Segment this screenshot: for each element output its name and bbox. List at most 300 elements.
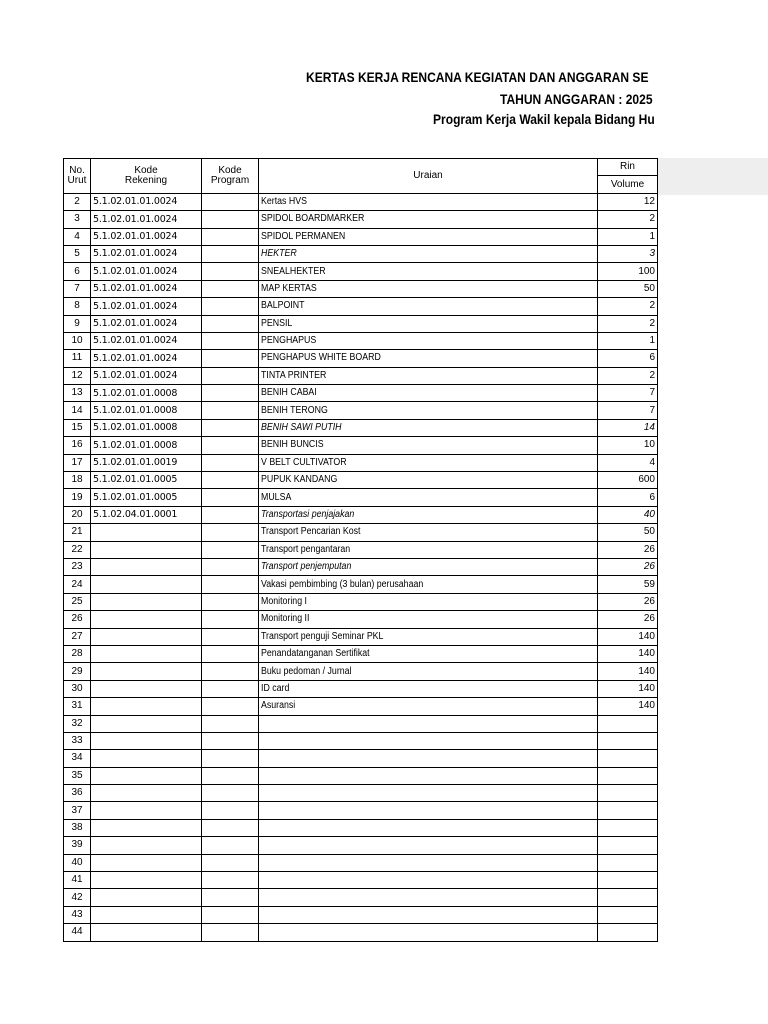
uraian-cell (259, 402, 598, 419)
kode-rekening-cell: 5.1.02.01.01.0024 (91, 245, 202, 262)
row-number: 43 (64, 906, 91, 923)
uraian-text: Transport penjemputan (261, 561, 352, 573)
kode-program-cell (202, 645, 259, 662)
table-row (64, 228, 658, 245)
kode-rekening-cell (91, 854, 202, 871)
volume-cell: 140 (598, 698, 658, 715)
uraian-cell (259, 785, 598, 802)
row-number: 26 (64, 611, 91, 628)
table-row (64, 211, 658, 228)
uraian-cell (259, 576, 598, 593)
uraian-text: PUPUK KANDANG (261, 474, 338, 486)
uraian-cell (259, 332, 598, 349)
kode-program-cell (202, 837, 259, 854)
table-row (64, 750, 658, 767)
kode-program-cell (202, 454, 259, 471)
kode-rekening-cell (91, 558, 202, 575)
uraian-cell (259, 385, 598, 402)
kode-rekening-cell (91, 924, 202, 941)
kode-rekening-cell (91, 524, 202, 541)
row-number: 19 (64, 489, 91, 506)
table-row (64, 732, 658, 749)
volume-cell: 600 (598, 472, 658, 489)
volume-cell: 12 (598, 193, 658, 210)
kode-rekening-cell (91, 732, 202, 749)
budget-table (63, 158, 658, 942)
uraian-text: PENSIL (261, 317, 293, 329)
document-title: KERTAS KERJA RENCANA KEGIATAN DAN ANGGARAN SE (306, 69, 649, 85)
volume-cell: 2 (598, 315, 658, 332)
row-number: 40 (64, 854, 91, 871)
volume-cell: 6 (598, 489, 658, 506)
table-row (64, 767, 658, 784)
uraian-cell (259, 541, 598, 558)
uraian-cell (259, 472, 598, 489)
uraian-text: PENGHAPUS WHITE BOARD (261, 352, 381, 364)
kode-program-cell (202, 245, 259, 262)
col-header-uraian: Uraian (259, 159, 598, 194)
uraian-text: MAP KERTAS (261, 282, 317, 294)
uraian-cell (259, 350, 598, 367)
kode-program-cell (202, 750, 259, 767)
col-header-kode-rekening: Kode Rekening (91, 159, 202, 194)
volume-cell: 26 (598, 541, 658, 558)
kode-program-cell (202, 472, 259, 489)
kode-program-cell (202, 489, 259, 506)
col-header-no: No. Urut (64, 159, 91, 194)
kode-rekening-cell (91, 663, 202, 680)
kode-program-cell (202, 819, 259, 836)
kode-rekening-cell (91, 680, 202, 697)
kode-program-cell (202, 715, 259, 732)
uraian-cell (259, 628, 598, 645)
kode-rekening-cell: 5.1.02.01.01.0024 (91, 211, 202, 228)
kode-program-cell (202, 541, 259, 558)
row-number: 35 (64, 767, 91, 784)
kode-program-cell (202, 402, 259, 419)
fiscal-year-title: TAHUN ANGGARAN : 2025 (500, 91, 653, 107)
kode-program-cell (202, 419, 259, 436)
table-row (64, 854, 658, 871)
kode-rekening-cell (91, 645, 202, 662)
uraian-cell (259, 228, 598, 245)
uraian-cell (259, 558, 598, 575)
kode-rekening-cell: 5.1.02.01.01.0024 (91, 332, 202, 349)
uraian-cell (259, 367, 598, 384)
uraian-cell (259, 767, 598, 784)
volume-cell: 140 (598, 680, 658, 697)
uraian-text: Kertas HVS (261, 195, 307, 207)
kode-program-cell (202, 263, 259, 280)
uraian-text: BALPOINT (261, 300, 305, 312)
kode-rekening-cell: 5.1.02.01.01.0024 (91, 315, 202, 332)
volume-cell: 1 (598, 332, 658, 349)
kode-rekening-cell: 5.1.02.01.01.0024 (91, 193, 202, 210)
row-number: 29 (64, 663, 91, 680)
volume-cell (598, 872, 658, 889)
kode-rekening-cell (91, 819, 202, 836)
row-number: 33 (64, 732, 91, 749)
table-row (64, 437, 658, 454)
kode-rekening-cell (91, 576, 202, 593)
uraian-text: SPIDOL PERMANEN (261, 230, 346, 242)
uraian-text: Vakasi pembimbing (3 bulan) perusahaan (261, 578, 424, 590)
row-number: 31 (64, 698, 91, 715)
table-row (64, 889, 658, 906)
uraian-text: Monitoring I (261, 595, 307, 607)
uraian-cell (259, 454, 598, 471)
kode-program-cell (202, 785, 259, 802)
table-row (64, 419, 658, 436)
row-number: 28 (64, 645, 91, 662)
row-number: 20 (64, 506, 91, 523)
kode-rekening-cell: 5.1.02.01.01.0008 (91, 419, 202, 436)
uraian-cell (259, 611, 598, 628)
kode-program-cell (202, 315, 259, 332)
uraian-cell (259, 298, 598, 315)
uraian-text: Buku pedoman / Jurnal (261, 665, 352, 677)
kode-rekening-cell (91, 889, 202, 906)
kode-program-cell (202, 437, 259, 454)
col-header-volume: Volume (598, 176, 658, 193)
kode-program-cell (202, 280, 259, 297)
kode-rekening-cell: 5.1.02.01.01.0019 (91, 454, 202, 471)
kode-program-cell (202, 767, 259, 784)
program-title: Program Kerja Wakil kepala Bidang Hu (433, 111, 655, 127)
kode-rekening-cell: 5.1.02.01.01.0024 (91, 263, 202, 280)
volume-cell (598, 750, 658, 767)
table-row (64, 628, 658, 645)
kode-rekening-cell: 5.1.02.04.01.0001 (91, 506, 202, 523)
table-row (64, 698, 658, 715)
uraian-cell (259, 715, 598, 732)
kode-rekening-cell (91, 750, 202, 767)
volume-cell: 2 (598, 298, 658, 315)
kode-rekening-cell (91, 785, 202, 802)
kode-rekening-cell (91, 872, 202, 889)
kode-rekening-cell: 5.1.02.01.01.0008 (91, 402, 202, 419)
table-row (64, 489, 658, 506)
row-number: 23 (64, 558, 91, 575)
kode-rekening-cell (91, 541, 202, 558)
table-row (64, 924, 658, 941)
volume-cell: 3 (598, 245, 658, 262)
uraian-cell (259, 819, 598, 836)
uraian-text: SPIDOL BOARDMARKER (261, 213, 365, 225)
kode-rekening-cell: 5.1.02.01.01.0024 (91, 350, 202, 367)
kode-program-cell (202, 854, 259, 871)
table-row (64, 715, 658, 732)
row-number: 36 (64, 785, 91, 802)
uraian-cell (259, 211, 598, 228)
table-row (64, 263, 658, 280)
row-number: 9 (64, 315, 91, 332)
volume-cell (598, 837, 658, 854)
uraian-cell (259, 419, 598, 436)
uraian-cell (259, 889, 598, 906)
kode-program-cell (202, 506, 259, 523)
row-number: 6 (64, 263, 91, 280)
table-row (64, 315, 658, 332)
kode-program-cell (202, 558, 259, 575)
table-row (64, 663, 658, 680)
row-number: 10 (64, 332, 91, 349)
row-number: 42 (64, 889, 91, 906)
kode-program-cell (202, 524, 259, 541)
kode-rekening-cell (91, 837, 202, 854)
volume-cell: 40 (598, 506, 658, 523)
row-number: 22 (64, 541, 91, 558)
volume-cell: 140 (598, 645, 658, 662)
row-number: 17 (64, 454, 91, 471)
volume-cell: 26 (598, 593, 658, 610)
volume-cell: 100 (598, 263, 658, 280)
uraian-text: BENIH BUNCIS (261, 439, 324, 451)
row-number: 15 (64, 419, 91, 436)
uraian-text: PENGHAPUS (261, 335, 317, 347)
row-number: 13 (64, 385, 91, 402)
volume-cell: 2 (598, 211, 658, 228)
volume-cell (598, 906, 658, 923)
volume-cell (598, 767, 658, 784)
row-number: 38 (64, 819, 91, 836)
uraian-text: SNEALHEKTER (261, 265, 326, 277)
table-row (64, 906, 658, 923)
uraian-cell (259, 750, 598, 767)
table-row (64, 280, 658, 297)
table-row (64, 576, 658, 593)
volume-cell: 2 (598, 367, 658, 384)
uraian-text: Transport penguji Seminar PKL (261, 630, 384, 642)
uraian-text: BENIH SAWI PUTIH (261, 422, 342, 434)
uraian-text: BENIH CABAI (261, 387, 317, 399)
kode-program-cell (202, 593, 259, 610)
uraian-text: TINTA PRINTER (261, 369, 327, 381)
row-number: 3 (64, 211, 91, 228)
uraian-cell (259, 645, 598, 662)
kode-rekening-cell: 5.1.02.01.01.0024 (91, 367, 202, 384)
kode-rekening-cell (91, 802, 202, 819)
volume-cell (598, 889, 658, 906)
kode-rekening-cell: 5.1.02.01.01.0024 (91, 280, 202, 297)
table-row (64, 645, 658, 662)
table-row (64, 367, 658, 384)
kode-program-cell (202, 350, 259, 367)
offpage-header-shade (657, 158, 768, 195)
uraian-cell (259, 315, 598, 332)
kode-rekening-cell (91, 593, 202, 610)
table-row (64, 524, 658, 541)
row-number: 27 (64, 628, 91, 645)
table-row (64, 245, 658, 262)
uraian-cell (259, 837, 598, 854)
volume-cell: 4 (598, 454, 658, 471)
uraian-cell (259, 854, 598, 871)
table-row (64, 680, 658, 697)
uraian-cell (259, 506, 598, 523)
uraian-cell (259, 663, 598, 680)
table-row (64, 541, 658, 558)
table-row (64, 472, 658, 489)
uraian-cell (259, 489, 598, 506)
kode-program-cell (202, 298, 259, 315)
kode-rekening-cell (91, 628, 202, 645)
table-row (64, 785, 658, 802)
uraian-cell (259, 263, 598, 280)
row-number: 37 (64, 802, 91, 819)
uraian-cell (259, 245, 598, 262)
table-row (64, 385, 658, 402)
uraian-text: Penandatanganan Sertifikat (261, 648, 370, 660)
row-number: 30 (64, 680, 91, 697)
row-number: 32 (64, 715, 91, 732)
table-row (64, 332, 658, 349)
uraian-cell (259, 437, 598, 454)
uraian-text: Transport pengantaran (261, 543, 351, 555)
table-row (64, 402, 658, 419)
kode-program-cell (202, 628, 259, 645)
volume-cell (598, 924, 658, 941)
kode-rekening-cell: 5.1.02.01.01.0024 (91, 228, 202, 245)
row-number: 18 (64, 472, 91, 489)
volume-cell (598, 802, 658, 819)
row-number: 14 (64, 402, 91, 419)
row-number: 8 (64, 298, 91, 315)
table-row (64, 819, 658, 836)
uraian-cell (259, 732, 598, 749)
row-number: 34 (64, 750, 91, 767)
row-number: 7 (64, 280, 91, 297)
kode-rekening-cell: 5.1.02.01.01.0024 (91, 298, 202, 315)
kode-program-cell (202, 332, 259, 349)
kode-rekening-cell: 5.1.02.01.01.0008 (91, 437, 202, 454)
uraian-text: HEKTER (261, 248, 297, 260)
volume-cell (598, 715, 658, 732)
table-row (64, 802, 658, 819)
table-row (64, 193, 658, 210)
volume-cell (598, 732, 658, 749)
volume-cell: 1 (598, 228, 658, 245)
row-number: 5 (64, 245, 91, 262)
kode-program-cell (202, 228, 259, 245)
kode-rekening-cell (91, 698, 202, 715)
table-row (64, 454, 658, 471)
table-body (64, 193, 658, 941)
kode-program-cell (202, 385, 259, 402)
kode-program-cell (202, 906, 259, 923)
kode-rekening-cell (91, 906, 202, 923)
kode-program-cell (202, 211, 259, 228)
table-row (64, 506, 658, 523)
kode-program-cell (202, 576, 259, 593)
volume-cell: 26 (598, 558, 658, 575)
row-number: 21 (64, 524, 91, 541)
kode-rekening-cell (91, 611, 202, 628)
volume-cell: 14 (598, 419, 658, 436)
uraian-cell (259, 906, 598, 923)
volume-cell: 50 (598, 524, 658, 541)
table-row (64, 350, 658, 367)
kode-program-cell (202, 889, 259, 906)
row-number: 12 (64, 367, 91, 384)
volume-cell: 10 (598, 437, 658, 454)
uraian-text: BENIH TERONG (261, 404, 328, 416)
row-number: 25 (64, 593, 91, 610)
col-header-kode-program: Kode Program (202, 159, 259, 194)
uraian-text: ID card (261, 682, 290, 694)
uraian-cell (259, 593, 598, 610)
volume-cell: 59 (598, 576, 658, 593)
kode-program-cell (202, 872, 259, 889)
table-row (64, 298, 658, 315)
volume-cell: 140 (598, 663, 658, 680)
kode-rekening-cell: 5.1.02.01.01.0008 (91, 385, 202, 402)
kode-program-cell (202, 698, 259, 715)
kode-program-cell (202, 611, 259, 628)
table-row (64, 558, 658, 575)
kode-program-cell (202, 193, 259, 210)
kode-rekening-cell (91, 767, 202, 784)
kode-program-cell (202, 663, 259, 680)
kode-rekening-cell: 5.1.02.01.01.0005 (91, 489, 202, 506)
uraian-cell (259, 280, 598, 297)
volume-cell: 6 (598, 350, 658, 367)
uraian-text: V BELT CULTIVATOR (261, 456, 347, 468)
row-number: 24 (64, 576, 91, 593)
uraian-cell (259, 802, 598, 819)
table-row (64, 593, 658, 610)
volume-cell: 7 (598, 385, 658, 402)
volume-cell (598, 854, 658, 871)
kode-program-cell (202, 367, 259, 384)
volume-cell (598, 819, 658, 836)
table-row (64, 872, 658, 889)
volume-cell: 140 (598, 628, 658, 645)
row-number: 44 (64, 924, 91, 941)
table-row (64, 837, 658, 854)
uraian-text: Transportasi penjajakan (261, 509, 355, 520)
uraian-text: Transport Pencarian Kost (261, 526, 361, 538)
uraian-cell (259, 924, 598, 941)
kode-program-cell (202, 732, 259, 749)
kode-program-cell (202, 680, 259, 697)
kode-rekening-cell (91, 715, 202, 732)
kode-program-cell (202, 802, 259, 819)
uraian-cell (259, 680, 598, 697)
row-number: 39 (64, 837, 91, 854)
uraian-text: Monitoring II (261, 613, 310, 625)
volume-cell: 26 (598, 611, 658, 628)
row-number: 4 (64, 228, 91, 245)
uraian-cell (259, 872, 598, 889)
kode-rekening-cell: 5.1.02.01.01.0005 (91, 472, 202, 489)
uraian-cell (259, 193, 598, 210)
row-number: 41 (64, 872, 91, 889)
row-number: 11 (64, 350, 91, 367)
volume-cell: 50 (598, 280, 658, 297)
row-number: 2 (64, 193, 91, 210)
volume-cell: 7 (598, 402, 658, 419)
volume-cell (598, 785, 658, 802)
col-header-rincian: Rin (598, 159, 658, 176)
uraian-cell (259, 524, 598, 541)
uraian-text: MULSA (261, 491, 292, 503)
row-number: 16 (64, 437, 91, 454)
kode-program-cell (202, 924, 259, 941)
table-row (64, 611, 658, 628)
uraian-cell (259, 698, 598, 715)
uraian-text: Asuransi (261, 700, 296, 712)
